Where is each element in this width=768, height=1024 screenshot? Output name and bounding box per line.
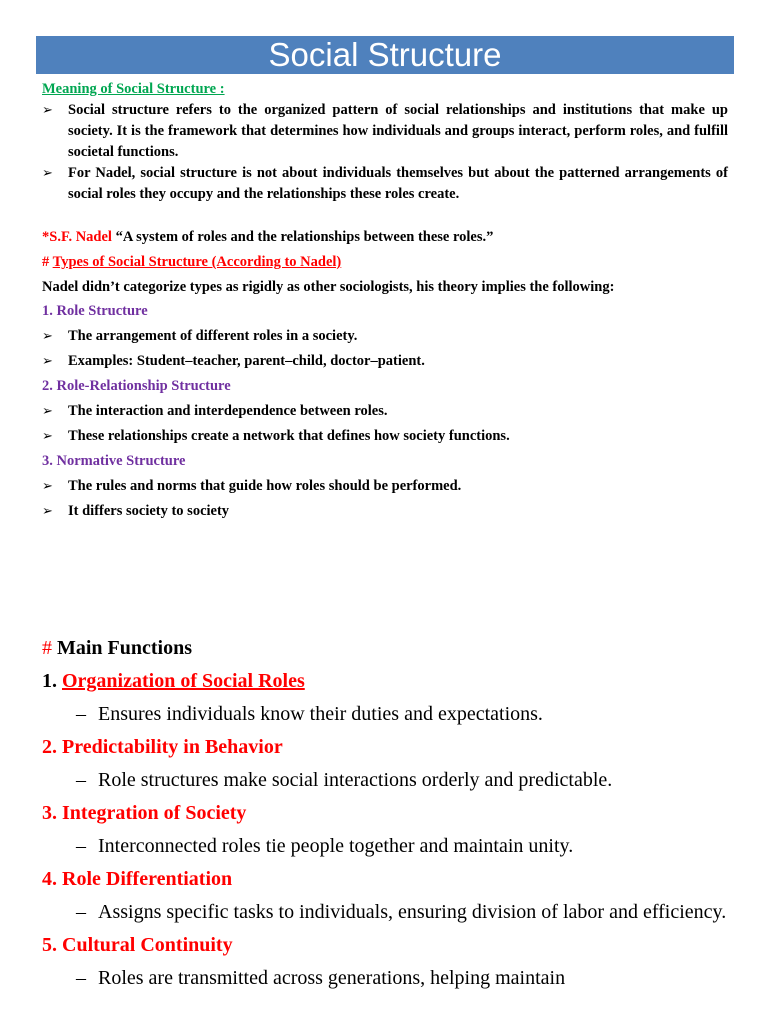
type-bullet	[42, 476, 728, 497]
bullet-text: Examples: Student–teacher, parent–child, doctor–patient.	[68, 353, 425, 369]
function-title: Organization of Social Roles	[62, 670, 305, 692]
type-bullet	[42, 326, 728, 347]
bullet-text: These relationships create a network that defines how society functions.	[68, 428, 510, 444]
function-description	[42, 766, 732, 794]
bullet-text: The rules and norms that guide how roles should be performed.	[68, 478, 462, 494]
nadel-quote-text: “A system of roles and the relationships between these roles.”	[111, 229, 494, 245]
function-description	[42, 964, 732, 992]
function-title: 3. Integration of Society	[42, 802, 247, 824]
type-bullet	[42, 426, 728, 447]
arrow-bullet-icon: ➢	[42, 429, 53, 444]
arrow-bullet-icon: ➢	[42, 479, 53, 494]
bullet-text: The arrangement of different roles in a society.	[68, 328, 358, 344]
role-relationship-structure-heading: 2. Role-Relationship Structure	[42, 378, 231, 394]
bullet-text: It differs society to society	[68, 503, 230, 519]
function-description-text: Role structures make social interactions orderly and predictable.	[98, 769, 613, 791]
function-heading-continuity	[42, 931, 732, 959]
function-description-text: Assigns specific tasks to individuals, ensuring division of labor and efficiency.	[98, 901, 727, 923]
function-description	[42, 898, 732, 926]
nadel-attribution: *S.F. Nadel	[42, 229, 112, 245]
main-functions-heading	[42, 634, 732, 662]
function-number: 1.	[42, 670, 62, 692]
function-description-text: Ensures individuals know their duties and expectations.	[98, 703, 543, 725]
normative-structure-heading: 3. Normative Structure	[42, 453, 186, 469]
dash-bullet: –	[76, 703, 86, 725]
function-description	[42, 832, 732, 860]
bullet-text: For Nadel, social structure is not about individuals themselves but about the patterned arrangements of social roles they occupy and the relationships these roles create.	[68, 165, 728, 202]
dash-bullet: –	[76, 769, 86, 791]
dash-bullet: –	[76, 901, 86, 923]
arrow-bullet-icon: ➢	[42, 504, 53, 519]
main-functions-heading-text: Main Functions	[57, 637, 193, 659]
nadel-definition	[42, 227, 728, 248]
arrow-bullet-icon: ➢	[42, 354, 53, 369]
meaning-heading: Meaning of Social Structure :	[42, 81, 225, 97]
arrow-bullet-icon: ➢	[42, 103, 53, 118]
types-heading	[42, 252, 728, 273]
arrow-bullet-icon: ➢	[42, 404, 53, 419]
hash-mark: #	[42, 637, 57, 659]
type-bullet	[42, 401, 728, 422]
function-heading-organization	[42, 667, 732, 695]
function-title: 4. Role Differentiation	[42, 868, 233, 890]
dash-bullet: –	[76, 967, 86, 989]
meaning-bullet-2	[42, 163, 728, 205]
function-heading-integration	[42, 799, 732, 827]
main-functions-section	[42, 634, 732, 992]
function-heading-predictability	[42, 733, 732, 761]
arrow-bullet-icon: ➢	[42, 329, 53, 344]
meaning-bullet-1	[42, 100, 728, 163]
type-bullet	[42, 501, 728, 522]
function-description-text: Roles are transmitted across generations, helping maintain	[98, 967, 566, 989]
function-heading-differentiation	[42, 865, 732, 893]
types-heading-text: Types of Social Structure (According to Nadel)	[52, 254, 342, 270]
hash-mark: #	[42, 254, 53, 270]
arrow-bullet-icon: ➢	[42, 166, 53, 181]
function-title: 5. Cultural Continuity	[42, 934, 233, 956]
bullet-text: Social structure refers to the organized pattern of social relationships and institutions that make up society. It is the framework that determines how individuals and groups interact, perform roles, and fulfill societal functions.	[68, 102, 728, 160]
title-banner	[36, 36, 734, 74]
types-section	[42, 79, 728, 522]
page-title: Social Structure	[268, 36, 502, 73]
function-description	[42, 700, 732, 728]
function-description-text: Interconnected roles tie people together and maintain unity.	[98, 835, 574, 857]
types-intro: Nadel didn’t categorize types as rigidly as other sociologists, his theory implies the following:	[42, 279, 615, 295]
function-title: 2. Predictability in Behavior	[42, 736, 283, 758]
bullet-text: The interaction and interdependence between roles.	[68, 403, 388, 419]
type-bullet	[42, 351, 728, 372]
role-structure-heading: 1. Role Structure	[42, 303, 148, 319]
dash-bullet: –	[76, 835, 86, 857]
